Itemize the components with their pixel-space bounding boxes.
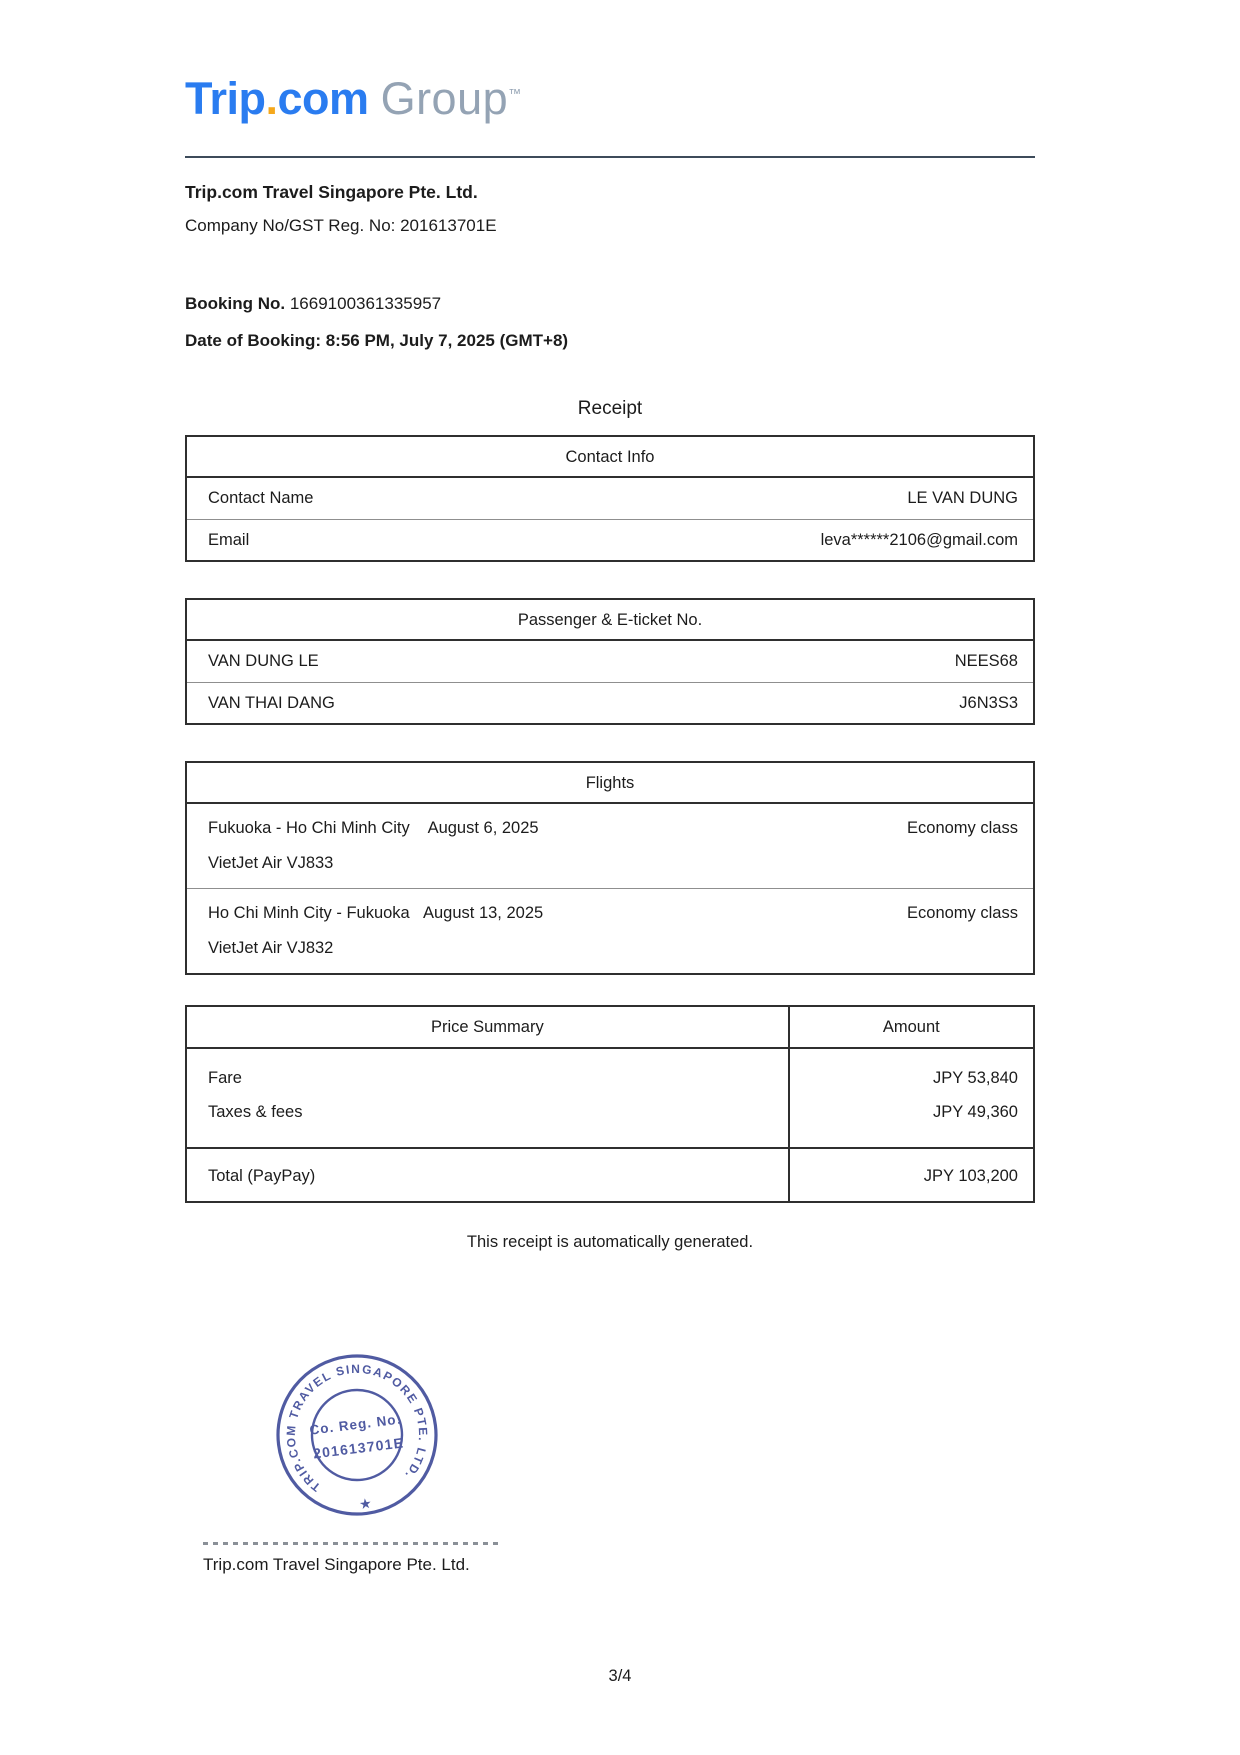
contact-email-value: leva******2106@gmail.com	[820, 531, 1018, 549]
stamp-reg-label: Co. Reg. No:	[308, 1411, 403, 1438]
flight-date: August 6, 2025	[427, 819, 539, 837]
flight-route: Ho Chi Minh City - Fukuoka	[208, 904, 410, 922]
fare-amount: JPY 53,840	[932, 1069, 1018, 1087]
flights-header: Flights	[187, 763, 1033, 804]
flight-date: August 13, 2025	[423, 904, 544, 922]
signature-dashed-line	[203, 1542, 503, 1545]
passenger-eticket-header: Passenger & E-ticket No.	[187, 600, 1033, 641]
contact-info-header: Contact Info	[187, 437, 1033, 478]
flight-airline: VietJet Air VJ833	[208, 854, 334, 872]
contact-row-email	[187, 519, 1033, 560]
taxes-fees-label: Taxes & fees	[208, 1103, 303, 1121]
amount-header: Amount	[882, 1018, 940, 1036]
booking-date-line: Date of Booking: 8:56 PM, July 7, 2025 (GMT+8)	[185, 331, 569, 350]
receipt-title: Receipt	[577, 398, 643, 419]
flight-row	[187, 888, 1033, 973]
logo-dot: .	[265, 73, 278, 124]
total-label: Total (PayPay)	[187, 1147, 788, 1201]
page-number: 3/4	[608, 1667, 632, 1685]
passenger-row	[187, 682, 1033, 723]
price-summary-header: Price Summary	[430, 1018, 544, 1036]
flights-table	[185, 761, 1035, 975]
logo-trademark: ™	[508, 86, 522, 101]
flight-route: Fukuoka - Ho Chi Minh City	[208, 819, 410, 837]
tripcom-group-logo	[185, 70, 1035, 124]
logo-group-text: Group	[380, 73, 509, 124]
flight-row	[187, 804, 1033, 888]
booking-number-label: Booking No.	[185, 294, 286, 313]
booking-number-line	[185, 294, 1035, 314]
stamp-reg-number: 201613701E	[312, 1434, 405, 1462]
auto-generated-note: This receipt is automatically generated.	[466, 1233, 754, 1251]
contact-info-table	[185, 435, 1035, 562]
stamp-ring-text: TRIP.COM TRAVEL SINGAPORE PTE. LTD.	[283, 1361, 431, 1495]
logo-com-text: com	[277, 73, 369, 124]
header-divider-rule	[185, 156, 1035, 158]
taxes-fees-amount: JPY 49,360	[932, 1103, 1018, 1121]
company-registration: Company No/GST Reg. No: 201613701E	[185, 216, 497, 235]
footer-company-name: Trip.com Travel Singapore Pte. Ltd.	[203, 1555, 470, 1574]
contact-name-label: Contact Name	[208, 489, 314, 507]
eticket-number: J6N3S3	[959, 694, 1018, 712]
booking-number-value: 1669100361335957	[289, 294, 442, 313]
passenger-eticket-table	[185, 598, 1035, 725]
flight-airline: VietJet Air VJ832	[208, 939, 334, 957]
price-summary-table	[185, 1005, 1035, 1203]
passenger-row	[187, 641, 1033, 682]
company-stamp	[262, 1340, 452, 1530]
contact-email-label: Email	[208, 531, 250, 549]
flight-cabin-class: Economy class	[907, 819, 1018, 837]
total-amount: JPY 103,200	[790, 1147, 1033, 1201]
eticket-number: NEES68	[954, 652, 1018, 670]
passenger-name: VAN THAI DANG	[208, 694, 335, 712]
stamp-star-icon: ★	[358, 1495, 373, 1514]
contact-row-name	[187, 478, 1033, 519]
company-name: Trip.com Travel Singapore Pte. Ltd.	[185, 182, 478, 202]
fare-label: Fare	[208, 1069, 242, 1087]
contact-name-value: LE VAN DUNG	[907, 489, 1018, 507]
logo-trip-text: Trip	[185, 73, 266, 124]
flight-cabin-class: Economy class	[907, 904, 1018, 922]
passenger-name: VAN DUNG LE	[208, 652, 319, 670]
